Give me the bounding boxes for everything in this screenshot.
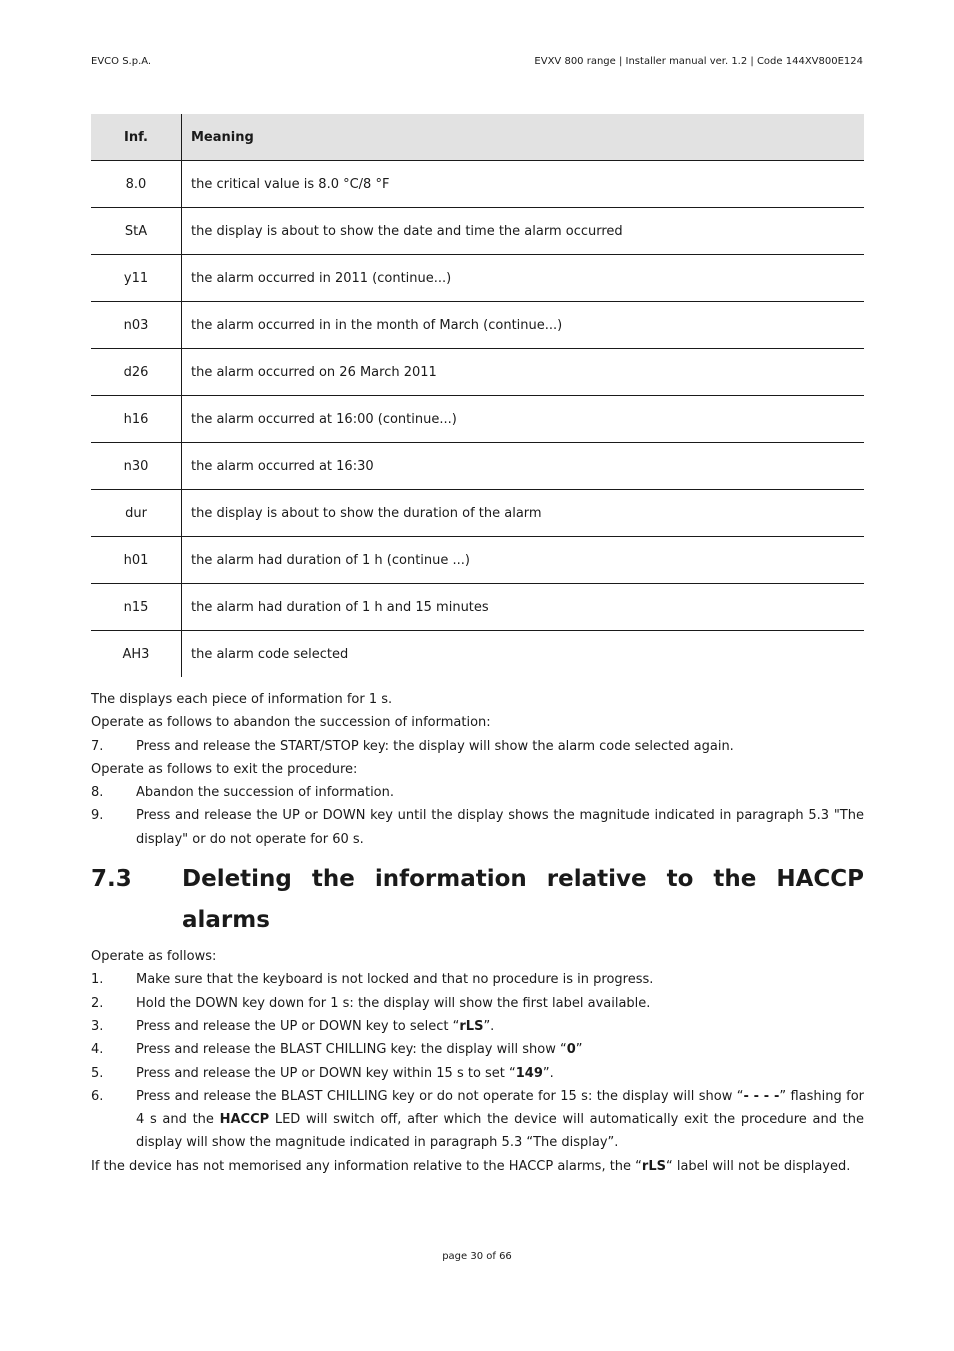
text-segment: Press and release the BLAST CHILLING key: the display will show “ <box>136 1042 567 1058</box>
list-number: 9. <box>91 808 104 824</box>
cell-inf: y11 <box>91 255 182 302</box>
cell-inf: d26 <box>91 349 182 396</box>
paragraph: Operate as follows: <box>91 949 217 965</box>
table-row <box>91 349 864 396</box>
cell-inf: h16 <box>91 396 182 443</box>
cell-meaning: the alarm occurred in 2011 (continue...) <box>191 270 452 286</box>
cell-meaning: the critical value is 8.0 °C/8 °F <box>191 176 390 192</box>
list-item <box>91 781 864 804</box>
text-segment: ” flashing for 4 s and the <box>136 1088 864 1128</box>
paragraph <box>91 1155 864 1178</box>
cell-meaning: the alarm occurred at 16:30 <box>191 458 374 474</box>
section-title: Deleting the information relative to the HACCP alarms <box>182 866 864 934</box>
text-segment: ”. <box>483 1018 495 1034</box>
label-code: rLS <box>641 1158 666 1174</box>
list-text <box>136 1038 864 1061</box>
display-value: 149 <box>515 1065 543 1081</box>
list-text <box>136 1085 864 1155</box>
table-row <box>91 443 864 490</box>
paragraph: Operate as follows to abandon the succession of information: <box>91 715 491 731</box>
section-number: 7.3 <box>91 866 132 893</box>
text-segment: ” <box>575 1042 583 1058</box>
table-row <box>91 208 864 255</box>
label-code: rLS <box>459 1018 484 1034</box>
header-company: EVCO S.p.A. <box>91 56 152 67</box>
list-text: Make sure that the keyboard is not locked and that no procedure is in progress. <box>136 972 654 988</box>
table-row <box>91 302 864 349</box>
text-segment: LED will switch off, after which the device will automatically exit the procedure and the display will show the magnitude indicated in paragraph 5.3 “The display”. <box>136 1112 864 1151</box>
cell-inf: dur <box>91 490 182 537</box>
list-number: 3. <box>91 1018 104 1034</box>
text-segment: ”. <box>542 1065 554 1081</box>
list-text: Press and release the START/STOP key: the display will show the alarm code selected again. <box>136 738 734 754</box>
cell-inf: n03 <box>91 302 182 349</box>
cell-inf: n30 <box>91 443 182 490</box>
cell-meaning: the alarm occurred in in the month of March (continue...) <box>191 317 563 333</box>
cell-meaning: the alarm had duration of 1 h and 15 minutes <box>191 599 489 615</box>
page-number: page 30 of 66 <box>442 1251 512 1262</box>
list-item <box>91 968 864 991</box>
table-row <box>91 161 864 208</box>
text-segment: “ label will not be displayed. <box>665 1158 851 1174</box>
section-heading <box>91 859 864 941</box>
display-value: - - - - <box>743 1088 780 1104</box>
paragraph: Operate as follows to exit the procedure: <box>91 761 358 777</box>
cell-meaning: the display is about to show the date and time the alarm occurred <box>191 223 623 239</box>
led-name: HACCP <box>219 1112 270 1128</box>
list-text <box>136 1015 864 1038</box>
cell-meaning: the alarm occurred on 26 March 2011 <box>191 364 437 380</box>
list-number: 6. <box>91 1088 104 1104</box>
list-item <box>91 1038 864 1061</box>
text-segment: Press and release the BLAST CHILLING key or do not operate for 15 s: the display will show “ <box>136 1088 744 1104</box>
table-header-row <box>91 114 864 161</box>
list-number: 8. <box>91 785 104 801</box>
cell-meaning: the alarm occurred at 16:00 (continue...) <box>191 411 457 427</box>
list-item <box>91 992 864 1015</box>
text-segment: If the device has not memorised any information relative to the HACCP alarms, the “ <box>91 1158 642 1174</box>
cell-inf: StA <box>91 208 182 255</box>
table-row <box>91 396 864 443</box>
paragraph: The displays each piece of information for 1 s. <box>91 692 393 707</box>
list-text <box>136 1062 864 1085</box>
table-row <box>91 490 864 537</box>
text-segment: Press and release the UP or DOWN key within 15 s to set “ <box>136 1065 516 1081</box>
after-table-text <box>91 688 864 1178</box>
cell-inf: h01 <box>91 537 182 584</box>
list-item <box>91 804 864 851</box>
list-item <box>91 735 864 758</box>
text-segment: Press and release the UP or DOWN key to select “ <box>136 1018 460 1034</box>
list-item <box>91 1085 864 1155</box>
cell-inf: AH3 <box>91 631 182 678</box>
list-number: 1. <box>91 972 104 988</box>
cell-inf: n15 <box>91 584 182 631</box>
display-value: 0 <box>566 1042 576 1058</box>
cell-meaning: the alarm code selected <box>191 646 349 662</box>
column-header-meaning: Meaning <box>182 114 865 161</box>
information-table <box>91 114 864 677</box>
list-number: 2. <box>91 995 104 1011</box>
header-doc-info: EVXV 800 range | Installer manual ver. 1.2 | Code 144XV800E124 <box>534 56 863 67</box>
list-item <box>91 1015 864 1038</box>
table-row <box>91 584 864 631</box>
column-header-inf: Inf. <box>91 114 182 161</box>
cell-inf: 8.0 <box>91 161 182 208</box>
list-text: Abandon the succession of information. <box>136 785 395 801</box>
list-number: 4. <box>91 1042 104 1058</box>
list-number: 7. <box>91 738 104 754</box>
list-item <box>91 1062 864 1085</box>
list-text: Hold the DOWN key down for 1 s: the display will show the first label available. <box>136 995 651 1011</box>
list-number: 5. <box>91 1065 104 1081</box>
list-text: Press and release the UP or DOWN key until the display shows the magnitude indicated in paragraph 5.3 "The display" or do not operate for 60 s. <box>136 808 864 847</box>
cell-meaning: the alarm had duration of 1 h (continue ...) <box>191 552 470 568</box>
cell-meaning: the display is about to show the duration of the alarm <box>191 505 542 521</box>
table-row <box>91 537 864 584</box>
table-row <box>91 255 864 302</box>
table-row <box>91 631 864 678</box>
